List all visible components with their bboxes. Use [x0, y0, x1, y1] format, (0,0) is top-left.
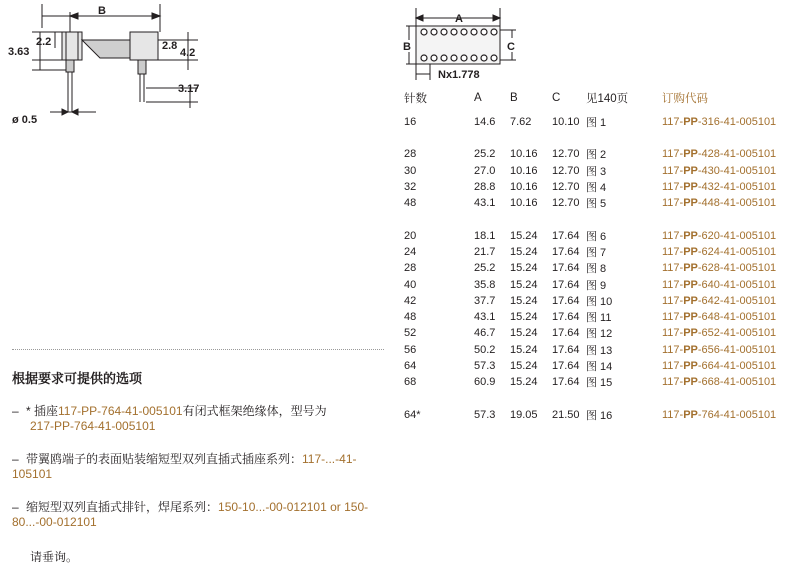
order-code-plating: PP	[683, 376, 698, 389]
dim-b-label: B	[98, 5, 106, 17]
cell-figure: 图 5	[586, 198, 607, 211]
cell-pins: 28	[404, 262, 417, 275]
cell-order-code[interactable]	[662, 195, 782, 211]
order-code-suffix: -640-41-005101	[697, 278, 777, 291]
order-code-plating: PP	[683, 245, 698, 258]
top-view-drawing	[400, 0, 530, 84]
order-code-plating: PP	[683, 343, 698, 356]
table-row	[404, 276, 782, 292]
section-divider	[12, 349, 384, 350]
table-row	[404, 114, 782, 130]
cell-b: 15.24	[510, 360, 538, 372]
option-prefix: 缩短型双列直插式排针，焊尾系列：	[26, 500, 219, 514]
cell-c: 17.64	[552, 376, 580, 389]
cell-c: 12.70	[552, 164, 580, 177]
cell-figure: 图 8	[586, 263, 607, 276]
cell-b: 15.24	[510, 245, 538, 258]
cell-figure: 图 14	[586, 361, 613, 373]
order-code-prefix: 117-	[662, 197, 684, 210]
cell-b: 10.16	[510, 164, 538, 177]
cell-b: 15.24	[510, 376, 538, 389]
order-code-suffix: -664-41-005101	[697, 360, 777, 372]
footnote: 请垂询。	[30, 550, 79, 564]
cell-order-code[interactable]	[662, 309, 782, 325]
dim-2-2-label: 2.2	[36, 36, 52, 48]
order-code-prefix: 117-	[662, 327, 684, 340]
order-code-plating: PP	[683, 278, 698, 291]
cell-c: 17.64	[552, 360, 580, 372]
order-code-plating: PP	[683, 181, 698, 194]
cell-a: 57.3	[474, 360, 496, 372]
table-row	[404, 406, 782, 422]
table-row	[404, 342, 782, 358]
dim-4-2-label: 4.2	[180, 47, 196, 59]
order-code-prefix: 117-	[662, 262, 684, 275]
cell-c: 17.64	[552, 245, 580, 258]
table-row	[404, 325, 782, 341]
dim-b-label-top: B	[403, 41, 411, 53]
cell-c: 10.10	[552, 116, 580, 129]
order-code-suffix: -652-41-005101	[697, 327, 777, 340]
dim-a-label: A	[455, 13, 463, 25]
order-code-prefix: 117-	[662, 294, 684, 307]
cell-pins: 42	[404, 294, 417, 307]
cell-order-code[interactable]	[662, 293, 782, 309]
cell-b: 15.24	[510, 294, 538, 307]
cell-a: 21.7	[474, 245, 496, 258]
cell-b: 7.62	[510, 116, 532, 129]
table-row	[404, 260, 782, 276]
cell-b: 15.24	[510, 311, 538, 324]
col-header-a: A	[474, 92, 482, 104]
order-code-plating: PP	[683, 360, 698, 372]
option-prefix: * 插座	[26, 404, 59, 418]
dim-3-63-label: 3.63	[8, 46, 30, 58]
dim-2-8-label: 2.8	[162, 40, 178, 52]
order-code-suffix: -648-41-005101	[697, 311, 777, 324]
cell-order-code[interactable]	[662, 146, 782, 162]
option-dash: –	[12, 500, 19, 514]
order-code-suffix: -428-41-005101	[697, 148, 777, 161]
cell-c: 17.64	[552, 343, 580, 356]
cell-order-code[interactable]	[662, 227, 782, 243]
order-code-plating: PP	[683, 311, 698, 324]
cell-c: 17.64	[552, 294, 580, 307]
order-code-prefix: 117-	[662, 360, 684, 372]
dim-c-label: C	[507, 41, 515, 53]
option-dash: –	[12, 404, 19, 418]
table-row	[404, 179, 782, 195]
table-row	[404, 146, 782, 162]
cell-a: 57.3	[474, 408, 496, 421]
option-item-3	[12, 500, 384, 530]
cell-c: 21.50	[552, 408, 580, 421]
cell-b: 19.05	[510, 408, 538, 421]
spec-table	[404, 90, 782, 423]
cell-order-code[interactable]	[662, 276, 782, 292]
order-code-prefix: 117-	[662, 408, 684, 421]
cell-pins: 20	[404, 229, 417, 242]
cell-figure: 图 7	[586, 246, 607, 259]
table-row	[404, 293, 782, 309]
order-code-plating: PP	[683, 262, 698, 275]
order-code-suffix: -656-41-005101	[697, 343, 777, 356]
cell-a: 25.2	[474, 148, 496, 161]
cell-figure: 图 13	[586, 344, 613, 357]
option-link-closed-frame[interactable]: 217-PP-764-41-005101	[30, 419, 156, 433]
cell-figure: 图 1	[586, 117, 607, 130]
cell-a: 43.1	[474, 311, 496, 324]
cell-figure: 图 12	[586, 328, 613, 341]
cell-order-code[interactable]	[662, 325, 782, 341]
cell-c: 12.70	[552, 181, 580, 194]
table-row	[404, 227, 782, 243]
dim-diameter-label: ø 0.5	[12, 114, 38, 126]
option-dash: –	[12, 452, 19, 466]
cell-figure: 图 11	[586, 312, 612, 325]
option-mid: 有闭式框架绝缘体，型号为	[182, 404, 327, 418]
cell-figure: 图 2	[586, 149, 607, 162]
order-code-prefix: 117-	[662, 278, 684, 291]
cell-a: 25.2	[474, 262, 496, 275]
order-code-prefix: 117-	[662, 311, 684, 324]
cell-order-code[interactable]	[662, 114, 782, 130]
options-title: 根据要求可提供的选项	[12, 371, 143, 386]
order-code-suffix: -448-41-005101	[697, 197, 777, 210]
cell-c: 17.64	[552, 229, 580, 242]
order-code-suffix: -316-41-005101	[697, 116, 777, 129]
cell-a: 28.8	[474, 181, 496, 194]
cell-figure: 图 4	[586, 182, 607, 195]
order-code-suffix: -624-41-005101	[697, 245, 777, 258]
order-code-prefix: 117-	[662, 164, 684, 177]
option-item-2	[12, 452, 384, 482]
col-header-order-code: 订购代码	[662, 93, 708, 105]
cell-figure: 图 15	[586, 377, 613, 390]
cell-a: 43.1	[474, 197, 496, 210]
cell-pins: 56	[404, 343, 417, 356]
order-code-plating: PP	[683, 148, 698, 161]
cell-figure: 图 9	[586, 279, 607, 292]
cell-order-code[interactable]	[662, 163, 782, 179]
cell-figure: 图 3	[586, 165, 607, 178]
order-code-plating: PP	[683, 294, 698, 307]
group-spacer	[404, 106, 782, 114]
order-code-suffix: -628-41-005101	[697, 262, 777, 275]
order-code-prefix: 117-	[662, 181, 684, 194]
col-header-pins: 针数	[404, 93, 427, 105]
order-code-prefix: 117-	[662, 245, 684, 258]
cell-pins: 24	[404, 245, 417, 258]
cell-order-code[interactable]	[662, 358, 782, 374]
order-code-plating: PP	[683, 116, 698, 129]
option-item-1	[12, 404, 384, 434]
cell-figure: 图 10	[586, 295, 613, 308]
cell-pins: 30	[404, 164, 417, 177]
order-code-suffix: -764-41-005101	[697, 408, 777, 421]
group-spacer	[404, 211, 782, 227]
option-link-smd-series[interactable]: 117-...-41-105101	[12, 452, 357, 481]
order-code-plating: PP	[683, 164, 698, 177]
cell-b: 15.24	[510, 278, 538, 291]
order-code-plating: PP	[683, 408, 698, 421]
cell-order-code[interactable]	[662, 374, 782, 390]
dim-3-17-label: 3.17	[178, 83, 200, 95]
cell-order-code[interactable]	[662, 260, 782, 276]
order-code-suffix: -668-41-005101	[697, 376, 777, 389]
cell-pins: 64	[404, 360, 417, 372]
cell-pins: 52	[404, 327, 417, 340]
cell-pins: 48	[404, 311, 417, 324]
cell-order-code[interactable]	[662, 406, 782, 422]
cell-c: 17.64	[552, 262, 580, 275]
cell-a: 27.0	[474, 164, 496, 177]
order-code-prefix: 117-	[662, 229, 684, 242]
option-prefix: 带翼鸥端子的表面贴装缩短型双列直插式插座系列：	[26, 452, 303, 466]
cell-a: 37.7	[474, 294, 496, 307]
cell-c: 17.64	[552, 311, 580, 324]
order-code-prefix: 117-	[662, 376, 684, 389]
order-code-prefix: 117-	[662, 343, 684, 356]
cell-order-code[interactable]	[662, 342, 782, 358]
table-header-row	[404, 90, 782, 106]
cell-b: 10.16	[510, 181, 538, 194]
order-code-plating: PP	[683, 327, 698, 340]
cell-b: 10.16	[510, 197, 538, 210]
table-row	[404, 195, 782, 211]
cell-c: 17.64	[552, 327, 580, 340]
order-code-prefix: 117-	[662, 148, 684, 161]
cell-b: 15.24	[510, 343, 538, 356]
table-row	[404, 163, 782, 179]
cell-pins: 48	[404, 197, 417, 210]
order-code-suffix: -620-41-005101	[697, 229, 777, 242]
order-code-prefix: 117-	[662, 116, 684, 129]
cell-pins: 16	[404, 116, 417, 129]
cell-c: 17.64	[552, 278, 580, 291]
group-spacer	[404, 390, 782, 406]
order-code-plating: PP	[683, 197, 698, 210]
side-view-drawing	[0, 0, 230, 130]
table-row	[404, 244, 782, 260]
cell-pins: 40	[404, 278, 417, 291]
table-row	[404, 358, 782, 374]
cell-pins: 64*	[404, 408, 421, 421]
cell-a: 18.1	[474, 229, 496, 242]
cell-pins: 68	[404, 376, 417, 389]
option-link-header-series[interactable]: 150-10...-00-012101 or 150-80...-00-012101	[12, 500, 369, 529]
group-spacer	[404, 130, 782, 146]
order-code-suffix: -432-41-005101	[697, 181, 777, 194]
table-row	[404, 374, 782, 390]
cell-b: 15.24	[510, 229, 538, 242]
cell-b: 10.16	[510, 148, 538, 161]
dim-pitch-label: Nx1.778	[438, 69, 480, 81]
order-code-plating: PP	[683, 229, 698, 242]
col-header-figure: 见140页	[586, 93, 629, 105]
option-link-socket[interactable]: 117-PP-764-41-005101	[58, 404, 183, 418]
cell-order-code[interactable]	[662, 179, 782, 195]
cell-a: 35.8	[474, 278, 496, 291]
order-code-suffix: -642-41-005101	[697, 294, 777, 307]
cell-a: 60.9	[474, 376, 496, 389]
col-header-c: C	[552, 92, 561, 104]
cell-pins: 28	[404, 148, 417, 161]
cell-a: 50.2	[474, 343, 496, 356]
cell-a: 14.6	[474, 116, 496, 129]
cell-c: 12.70	[552, 197, 580, 210]
cell-figure: 图 16	[586, 409, 613, 422]
table-row	[404, 309, 782, 325]
cell-b: 15.24	[510, 327, 538, 340]
cell-a: 46.7	[474, 327, 496, 340]
col-header-b: B	[510, 92, 518, 104]
cell-c: 12.70	[552, 148, 580, 161]
cell-figure: 图 6	[586, 230, 607, 243]
cell-b: 15.24	[510, 262, 538, 275]
cell-pins: 32	[404, 181, 417, 194]
order-code-suffix: -430-41-005101	[697, 164, 777, 177]
cell-order-code[interactable]	[662, 244, 782, 260]
